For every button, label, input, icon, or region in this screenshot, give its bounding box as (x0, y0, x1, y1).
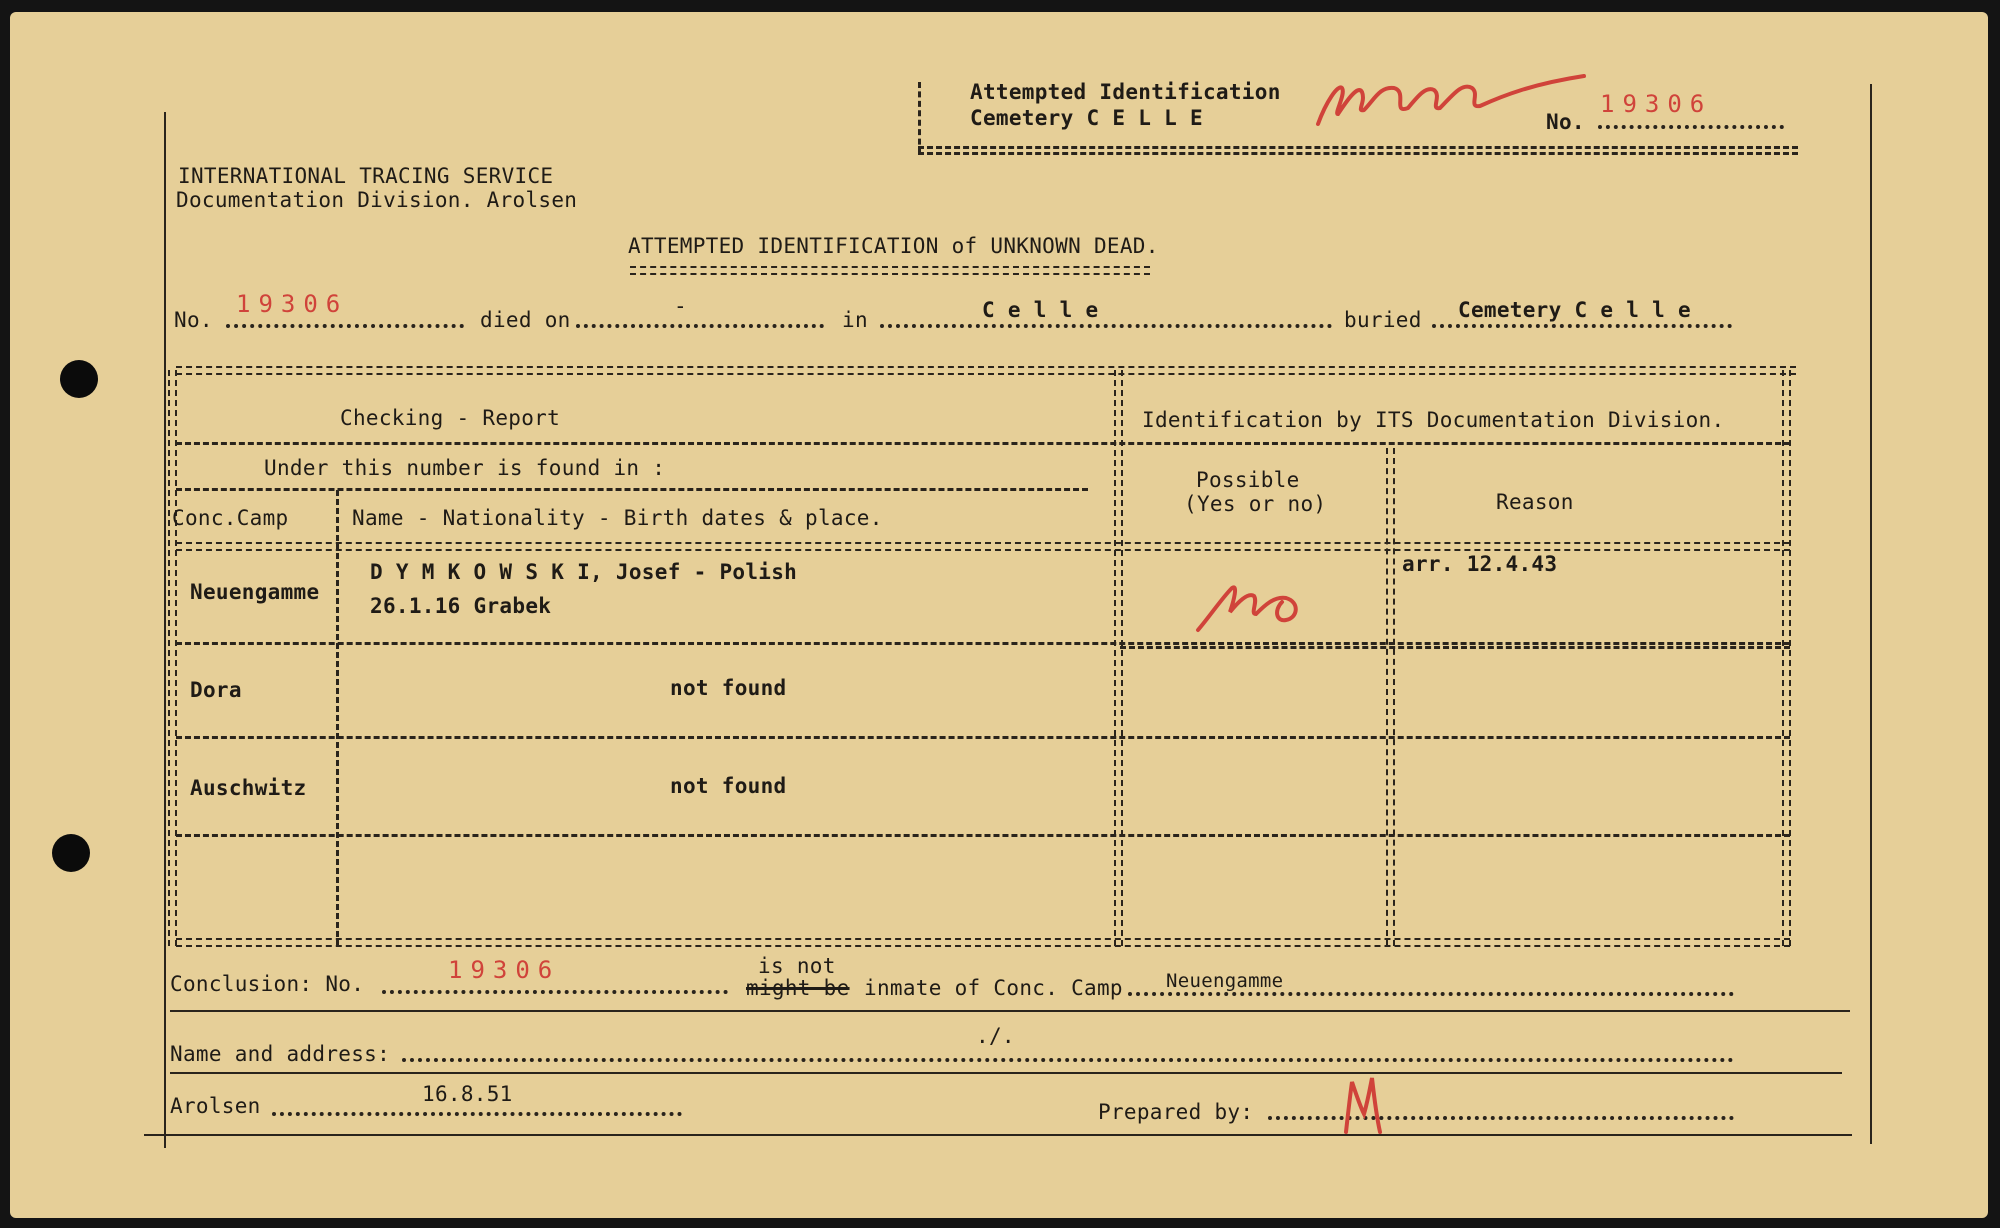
col-camp-heading: Conc.Camp (172, 506, 289, 530)
handwritten-no-mark (1194, 568, 1324, 638)
record-buried-dotline (1432, 324, 1732, 328)
found-in-rule (176, 488, 1088, 491)
record-died-value: - (674, 294, 687, 318)
row1-bottom-rule (176, 642, 1790, 645)
record-buried-label: buried (1344, 308, 1422, 332)
header-box-bottom-rule (918, 146, 1798, 149)
name-address-dotline (402, 1058, 1734, 1062)
header-box-left-rule (918, 82, 921, 154)
conclusion-struck: might be (746, 976, 850, 1000)
record-in-dotline (880, 324, 1332, 328)
table-camp-name-rule (336, 490, 339, 946)
row3-bottom-rule (176, 834, 1790, 837)
conclusion-no-dotline (382, 990, 728, 994)
conclusion-camp: Neuengamme (1166, 970, 1284, 992)
row1-bottom-rule-2 (1120, 646, 1790, 649)
row3-result: not found (670, 774, 787, 798)
punch-hole-top (60, 360, 98, 398)
bottom-margin-rule (144, 1134, 1852, 1136)
possible-heading-line1: Possible (1196, 468, 1300, 492)
document-title: ATTEMPTED IDENTIFICATION of UNKNOWN DEAD. (628, 234, 1159, 258)
record-no-label: No. (174, 308, 213, 332)
row2-result: not found (670, 676, 787, 700)
possible-heading-line2: (Yes or no) (1184, 492, 1327, 516)
name-address-value: ./. (976, 1024, 1015, 1048)
header-box-line1: Attempted Identification (970, 80, 1281, 104)
record-in-value: C e l l e (982, 298, 1099, 322)
table-top-rule (176, 366, 1796, 375)
record-no-value: 19306 (236, 290, 349, 318)
footer-date-dotline (272, 1112, 682, 1116)
table-possible-reason-rule (1386, 448, 1395, 946)
record-died-dotline (576, 324, 824, 328)
prepared-by-label: Prepared by: (1098, 1100, 1254, 1124)
row3-camp: Auschwitz (190, 776, 307, 800)
conclusion-is-not: is not (758, 954, 836, 978)
header-row-rule (176, 442, 1790, 445)
footer-date: 16.8.51 (422, 1082, 513, 1106)
row1-name-line1: D Y M K O W S K I, Josef - Polish (370, 560, 798, 584)
document-card (10, 12, 1988, 1218)
punch-hole-bottom (52, 834, 90, 872)
table-left-rule (168, 370, 177, 946)
org-line1: INTERNATIONAL TRACING SERVICE (178, 164, 554, 188)
handwritten-initials-mark (1338, 1070, 1398, 1140)
row1-camp: Neuengamme (190, 580, 320, 604)
record-no-dotline (226, 324, 464, 328)
header-box-bottom-rule-2 (918, 152, 1798, 155)
left-margin-rule (164, 112, 166, 1148)
title-underline (630, 266, 1150, 275)
record-buried-value: Cemetery C e l l e (1458, 298, 1691, 322)
name-address-rule (170, 1072, 1842, 1074)
checking-report-heading: Checking - Report (340, 406, 561, 430)
conclusion-rule (170, 1010, 1850, 1012)
header-box-line2: Cemetery C E L L E (970, 106, 1203, 130)
header-no-dotline (1598, 125, 1784, 129)
col-name-heading: Name - Nationality - Birth dates & place. (352, 506, 883, 530)
row2-camp: Dora (190, 678, 242, 702)
conclusion-label: Conclusion: No. (170, 972, 365, 996)
conclusion-camp-dotline (1128, 992, 1734, 996)
table-bottom-rule (176, 938, 1790, 947)
record-in-label: in (842, 308, 868, 332)
identification-heading: Identification by ITS Documentation Division. (1142, 408, 1725, 432)
found-in-label: Under this number is found in : (264, 456, 666, 480)
row2-bottom-rule (176, 736, 1790, 739)
row1-reason: arr. 12.4.43 (1402, 552, 1558, 576)
record-died-label: died on (480, 308, 571, 332)
table-right-rule (1782, 370, 1791, 946)
row1-name-line2: 26.1.16 Grabek (370, 594, 552, 618)
conclusion-inmate: inmate of Conc. Camp (864, 976, 1123, 1000)
table-middle-rule (1114, 370, 1123, 946)
header-no-label: No. (1546, 110, 1585, 134)
column-header-rule (176, 542, 1790, 551)
right-margin-rule (1870, 84, 1872, 1144)
footer-place: Arolsen (170, 1094, 261, 1118)
header-no-value: 19306 (1600, 90, 1713, 118)
name-address-label: Name and address: (170, 1042, 391, 1066)
reason-heading: Reason (1496, 490, 1574, 514)
org-line2: Documentation Division. Arolsen (176, 188, 578, 212)
conclusion-no-value: 19306 (448, 956, 561, 984)
handwritten-none-mark (1312, 56, 1592, 136)
